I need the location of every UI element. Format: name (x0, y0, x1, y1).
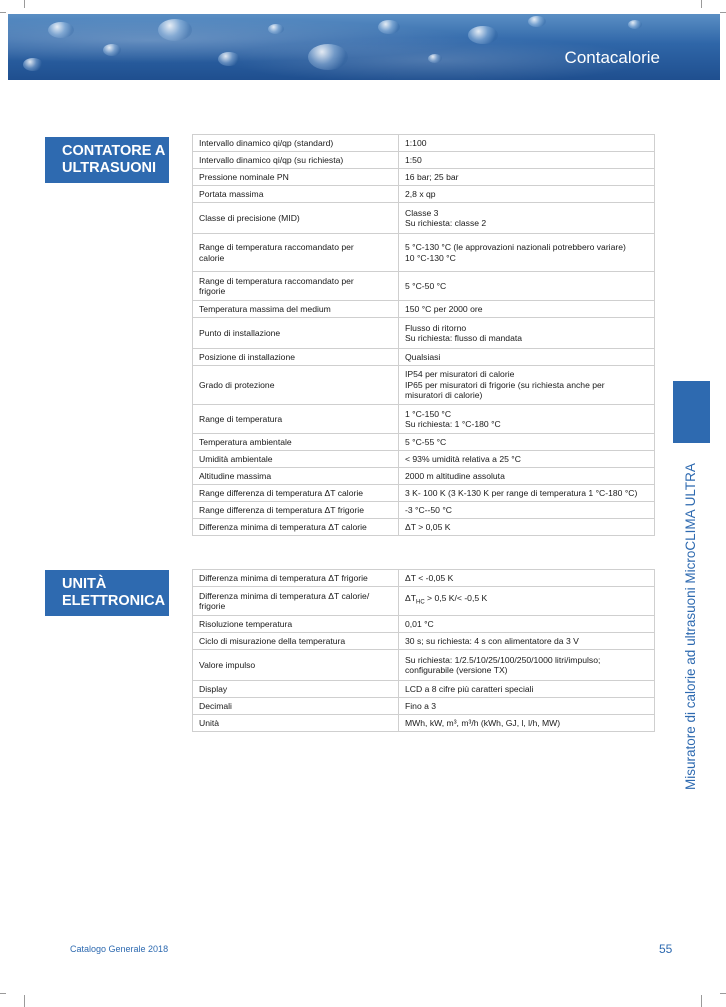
spec-key: Range differenza di temperatura ΔT calorie (193, 485, 399, 502)
table-row (193, 650, 655, 681)
spec-value (399, 405, 655, 434)
spec-key: Classe di precisione (MID) (193, 203, 399, 234)
spec-value: 2,8 x qp (399, 186, 655, 203)
spec-key-line: calorie (199, 252, 225, 263)
table-row (193, 502, 655, 519)
spec-key: Valore impulso (193, 650, 399, 681)
spec-key: Portata massima (193, 186, 399, 203)
spec-value-line: Su richiesta: 1/2.5/10/25/100/250/1000 litri/impulso; (405, 654, 601, 665)
spec-value: < 93% umidità relativa a 25 °C (399, 451, 655, 468)
spec-value: Fino a 3 (399, 698, 655, 715)
spec-value (399, 318, 655, 349)
section-label-line: CONTATORE A (62, 143, 166, 159)
spec-key: Differenza minima di temperatura ΔT calorie (193, 519, 399, 536)
spec-key: Pressione nominale PN (193, 169, 399, 186)
spec-value: -3 °C--50 °C (399, 502, 655, 519)
table-row (193, 715, 655, 732)
spec-value-line: IP54 per misuratori di calorie (405, 369, 515, 380)
spec-value: ΔT > 0,05 K (399, 519, 655, 536)
spec-key (193, 234, 399, 272)
spec-value: LCD a 8 cifre più caratteri speciali (399, 681, 655, 698)
spec-value: 5 °C-55 °C (399, 434, 655, 451)
spec-value-line: 10 °C-130 °C (405, 252, 456, 263)
spec-value-line: Su richiesta: classe 2 (405, 218, 487, 228)
crop-mark (720, 993, 726, 994)
table-row (193, 468, 655, 485)
spec-key: Ciclo di misurazione della temperatura (193, 633, 399, 650)
spec-value-line: Flusso di ritorno (405, 322, 467, 333)
table-row (193, 318, 655, 349)
spec-value: 5 °C-50 °C (399, 272, 655, 301)
spec-value-part: ΔT (405, 593, 416, 604)
spec-key: Display (193, 681, 399, 698)
crop-mark (720, 12, 726, 13)
spec-key: Decimali (193, 698, 399, 715)
spec-value-line: Su richiesta: 1 °C-180 °C (405, 419, 501, 429)
table-row (193, 234, 655, 272)
page-number: 55 (659, 942, 673, 956)
section-label-ultrasonic-meter (45, 137, 169, 183)
spec-value-subscript: HC (416, 600, 425, 607)
spec-key-line: Range di temperatura raccomandato per (199, 275, 354, 286)
crop-mark (24, 0, 25, 8)
table-row (193, 485, 655, 502)
spec-value (399, 587, 655, 616)
header-banner (8, 14, 720, 80)
spec-key: Posizione di installazione (193, 349, 399, 366)
header-title: Contacalorie (564, 48, 660, 67)
spec-value: ΔT < -0,05 K (399, 570, 655, 587)
spec-value: 3 K- 100 K (3 K-130 K per range di temperatura 1 °C-180 °C) (399, 485, 655, 502)
spec-value-line: 5 °C-130 °C (le approvazioni nazionali potrebbero variare) (405, 242, 626, 252)
spec-key: Grado di protezione (193, 366, 399, 405)
spec-value: MWh, kW, m³, m³/h (kWh, GJ, l, l/h, MW) (399, 715, 655, 732)
spec-key: Unità (193, 715, 399, 732)
spec-key (193, 587, 399, 616)
spec-value: 150 °C per 2000 ore (399, 301, 655, 318)
spec-value-part: > 0,5 K/< -0,5 K (424, 593, 488, 604)
spec-key-line: frigorie (199, 601, 226, 611)
spec-value-line: Su richiesta: flusso di mandata (405, 333, 523, 343)
spec-key: Intervallo dinamico qi/qp (standard) (193, 135, 399, 152)
table-row (193, 349, 655, 366)
spec-key (193, 272, 399, 301)
spec-key: Intervallo dinamico qi/qp (su richiesta) (193, 152, 399, 169)
spec-value: 30 s; su richiesta: 4 s con alimentatore da 3 V (399, 633, 655, 650)
section-label-line: UNITÀ (62, 576, 107, 592)
spec-key: Altitudine massima (193, 468, 399, 485)
table-row (193, 451, 655, 468)
spec-value (399, 366, 655, 405)
spec-value: 0,01 °C (399, 616, 655, 633)
spec-key: Range di temperatura (193, 405, 399, 434)
table-row (193, 570, 655, 587)
table-row (193, 366, 655, 405)
table-row (193, 169, 655, 186)
spec-value: 1:50 (399, 152, 655, 169)
spec-key: Temperatura ambientale (193, 434, 399, 451)
crop-mark (0, 12, 6, 13)
table-row (193, 203, 655, 234)
spec-value: 16 bar; 25 bar (399, 169, 655, 186)
crop-mark (701, 0, 702, 8)
table-row (193, 301, 655, 318)
section-label-electronic-unit (45, 570, 169, 616)
spec-value (399, 203, 655, 234)
table-row (193, 434, 655, 451)
side-tab (673, 381, 710, 443)
spec-value-line: Classe 3 (405, 207, 439, 218)
table-row (193, 633, 655, 650)
spec-key: Range differenza di temperatura ΔT frigorie (193, 502, 399, 519)
spec-value-line: configurabile (versione TX) (405, 665, 508, 675)
spec-key-line: Range di temperatura raccomandato per (199, 242, 354, 252)
spec-key-line: frigorie (199, 286, 226, 296)
spec-value-line: IP65 per misuratori di frigorie (su richiesta anche per (405, 379, 605, 390)
spec-value: 2000 m altitudine assoluta (399, 468, 655, 485)
crop-mark (24, 995, 25, 1007)
spec-key: Risoluzione temperatura (193, 616, 399, 633)
section-label-line: ULTRASUONI (62, 160, 156, 176)
spec-value (399, 650, 655, 681)
table-row (193, 587, 655, 616)
table-row (193, 152, 655, 169)
spec-value (399, 234, 655, 272)
crop-mark (701, 995, 702, 1007)
spec-value: Qualsiasi (399, 349, 655, 366)
table-row (193, 616, 655, 633)
spec-key: Umidità ambientale (193, 451, 399, 468)
table-row (193, 519, 655, 536)
table-row (193, 681, 655, 698)
table-row (193, 186, 655, 203)
table-row (193, 405, 655, 434)
footer-catalog: Catalogo Generale 2018 (70, 944, 169, 954)
table-row (193, 698, 655, 715)
spec-key: Punto di installazione (193, 318, 399, 349)
spec-table-ultrasonic-meter (192, 134, 655, 536)
spec-value: 1:100 (399, 135, 655, 152)
spec-key: Temperatura massima del medium (193, 301, 399, 318)
spec-value-line: 1 °C-150 °C (405, 408, 452, 419)
spec-key: Differenza minima di temperatura ΔT frigorie (193, 570, 399, 587)
spec-table-electronic-unit (192, 569, 655, 732)
spec-value-line: misuratori di calorie) (405, 390, 483, 401)
spec-key-line: Differenza minima di temperatura ΔT calorie/ (199, 590, 370, 601)
section-label-line: ELETTRONICA (62, 593, 166, 609)
table-row (193, 272, 655, 301)
table-row (193, 135, 655, 152)
crop-mark (0, 993, 6, 994)
side-product-title: Misuratore di calorie ad ultrasuoni MicroCLIMA ULTRA (683, 463, 698, 790)
